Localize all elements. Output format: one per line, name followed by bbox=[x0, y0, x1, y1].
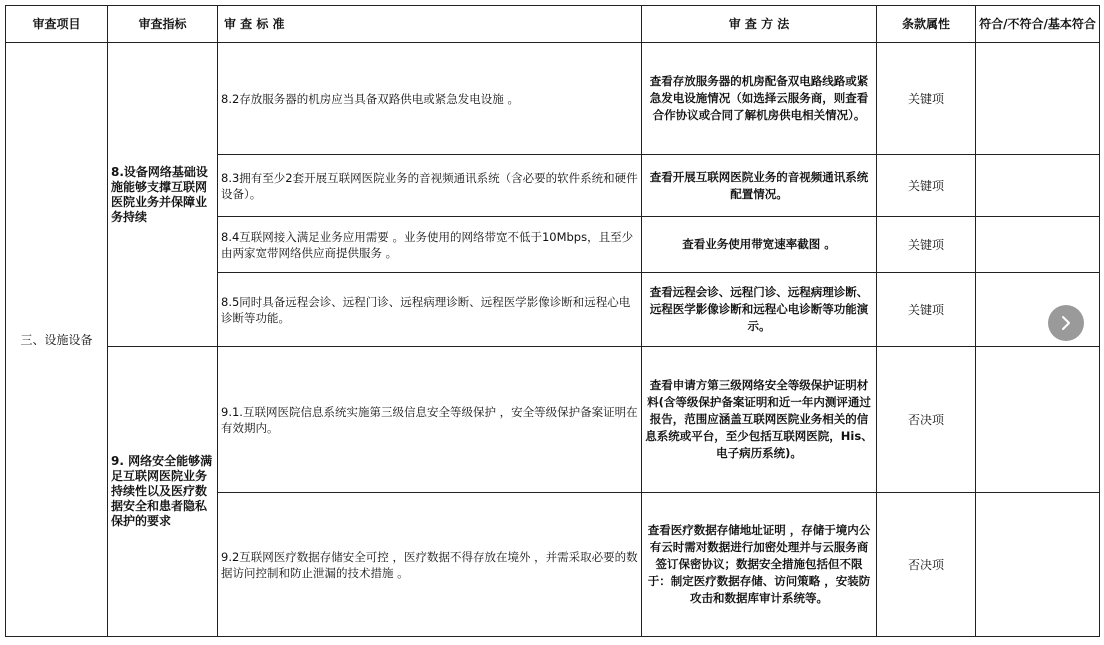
result-cell bbox=[976, 493, 1100, 637]
result-cell bbox=[976, 155, 1100, 217]
attribute-cell: 否决项 bbox=[877, 493, 976, 637]
result-cell bbox=[976, 43, 1100, 155]
chevron-right-icon bbox=[1059, 315, 1073, 331]
attribute-cell: 关键项 bbox=[877, 273, 976, 347]
table-row bbox=[6, 43, 1100, 155]
indicator-8: 8.设备网络基础设施能够支撑互联网医院业务并保障业务持续 bbox=[108, 43, 218, 347]
method-cell: 查看申请方第三级网络安全等级保护证明材料(含等级保护备案证明和近一年内测评通过报告，范围应涵盖互联网医院业务相关的信息系统或平台，至少包括互联网医院，His、电子病历系统)。 bbox=[642, 347, 877, 493]
result-cell bbox=[976, 273, 1100, 347]
method-cell: 查看业务使用带宽速率截图 。 bbox=[642, 217, 877, 273]
method-cell: 查看开展互联网医院业务的音视频通讯系统配置情况。 bbox=[642, 155, 877, 217]
attribute-cell: 关键项 bbox=[877, 217, 976, 273]
attribute-cell: 关键项 bbox=[877, 155, 976, 217]
standard-cell: 8.2存放服务器的机房应当具备双路供电或紧急发电设施 。 bbox=[218, 43, 642, 155]
method-cell: 查看远程会诊、远程门诊、远程病理诊断、远程医学影像诊断和远程心电诊断等功能演示。 bbox=[642, 273, 877, 347]
standard-cell: 8.3拥有至少2套开展互联网医院业务的音视频通讯系统（含必要的软件系统和硬件设备）。 bbox=[218, 155, 642, 217]
header-row bbox=[6, 6, 1100, 43]
method-cell: 查看医疗数据存储地址证明 ，存储于境内公有云时需对数据进行加密处理并与云服务商签订保密协议；数据安全措施包括但不限于：制定医疗数据存储、访问策略 ，安装防攻击和数据库审计系统等。 bbox=[642, 493, 877, 637]
indicator-9: 9. 网络安全能够满足互联网医院业务持续性以及医疗数据安全和患者隐私保护的要求 bbox=[108, 347, 218, 637]
result-cell bbox=[976, 347, 1100, 493]
attribute-cell: 关键项 bbox=[877, 43, 976, 155]
table-row bbox=[6, 347, 1100, 493]
method-cell: 查看存放服务器的机房配备双电路线路或紧急发电设施情况（如选择云服务商，则查看合作协议或合同了解机房供电相关情况）。 bbox=[642, 43, 877, 155]
attribute-cell: 否决项 bbox=[877, 347, 976, 493]
header-method: 审 查 方 法 bbox=[642, 6, 877, 43]
project-cell: 三、设施设备 bbox=[6, 43, 108, 637]
review-table bbox=[5, 5, 1100, 637]
standard-cell: 9.2互联网医疗数据存储安全可控 ，医疗数据不得存放在境外 ，并需采取必要的数据访问控制和防止泄漏的技术措施 。 bbox=[218, 493, 642, 637]
header-result: 符合/不符合/基本符合 bbox=[976, 6, 1100, 43]
result-cell bbox=[976, 217, 1100, 273]
standard-cell: 8.5同时具备远程会诊、远程门诊、远程病理诊断、远程医学影像诊断和远程心电诊断等功能。 bbox=[218, 273, 642, 347]
header-project: 审查项目 bbox=[6, 6, 108, 43]
next-slide-button[interactable] bbox=[1048, 305, 1084, 341]
standard-cell: 8.4互联网接入满足业务应用需要 。业务使用的网络带宽不低于10Mbps，且至少由两家宽带网络供应商提供服务 。 bbox=[218, 217, 642, 273]
standard-cell: 9.1.互联网医院信息系统实施第三级信息安全等级保护 ，安全等级保护备案证明在有效期内。 bbox=[218, 347, 642, 493]
header-indicator: 审查指标 bbox=[108, 6, 218, 43]
header-attribute: 条款属性 bbox=[877, 6, 976, 43]
header-standard: 审 查 标 准 bbox=[218, 6, 642, 43]
